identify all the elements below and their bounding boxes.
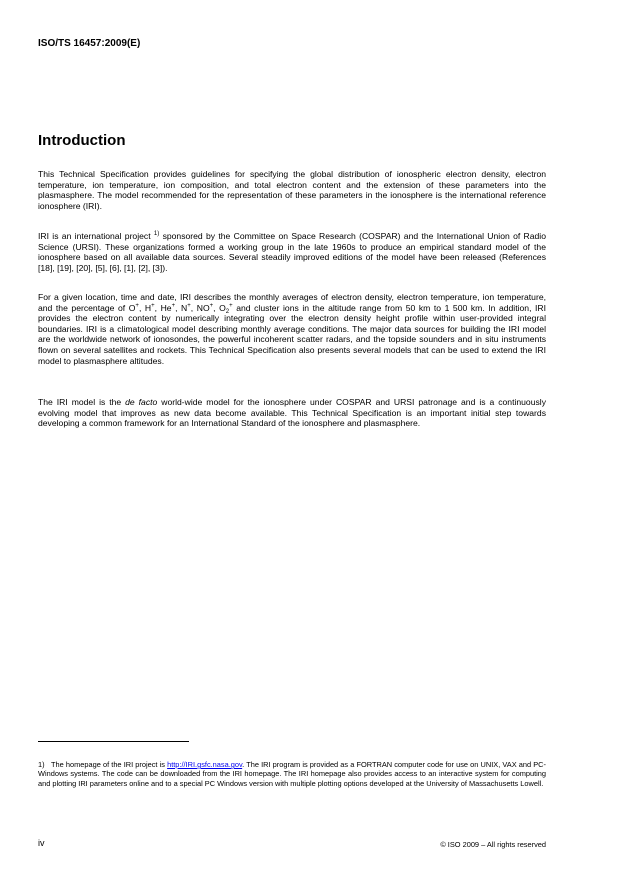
paragraph-scope: This Technical Specification provides guidelines for specifying the global distribution of ionospheric electron density, electron temperature, ion temperature, ion composition, and total electron content and the extension of these parameters into the plasmasphere. The model recommended for the representation of these parameters in the ionosphere is the international reference ionosphere (IRI). [38, 169, 546, 211]
ion-subscript: 2 [225, 308, 230, 315]
p3-text: For a given location, time and date, IRI describes the monthly averages of electron density, electron temperature, ion temperature, and the percentage of O [38, 292, 546, 313]
ion-charge: + [151, 302, 155, 309]
ion-charge: + [135, 302, 139, 309]
p2-text-after: sponsored by the Committee on Space Research (COSPAR) and the International Union of Radio Science (URSI). These organizations formed a working group in the late 1960s to produce an empirical standard model of the ionosphere based on all available data sources. Several steadily improved editions of the model have been released (References [18], [19], [20], [5], [6], [1], [2], [3]). [38, 231, 546, 273]
footnote-ref[interactable]: 1) [153, 231, 160, 237]
iri-homepage-link[interactable]: http://IRI.gsfc.nasa.gov [167, 760, 243, 769]
footnote-divider [38, 741, 189, 742]
footnote-marker: 1) [38, 760, 45, 769]
paragraph-iri-description [38, 292, 546, 366]
p3-text: , He [154, 302, 172, 313]
p4-text: The IRI model is the [38, 397, 126, 407]
p3-text: , NO [190, 302, 210, 313]
p2-text-before: IRI is an international project [38, 231, 151, 241]
paragraph-de-facto [38, 397, 546, 429]
emphasis: de facto [125, 397, 158, 407]
p4-text: world-wide model for the ionosphere under COSPAR and URSI patronage and is a continuously evolving model that improves as new data become available. This Technical Specification is an important initial step towards developing a common framework for an International Standard of the ionosphere and plasmasphere. [38, 397, 546, 429]
footnote-text: The homepage of the IRI project is [51, 760, 168, 769]
p3-text: , N [175, 302, 188, 313]
ion-charge: + [209, 302, 214, 309]
footnote-text: . The IRI program is provided as a FORTRAN computer code for use on UNIX, VAX and PC-Windows systems. The code can be downloaded from the IRI homepage. The IRI homepage also provides access to an interactive system for computing and plotting IRI parameters online and to a special PC Windows version with multiple plotting options developed at the University of Massachusetts Lowell. [38, 760, 546, 788]
copyright-notice: © ISO 2009 – All rights reserved [440, 840, 546, 849]
p3-text: , H [138, 302, 152, 313]
ion-charge: + [171, 302, 176, 309]
p3-text: , O [213, 302, 226, 313]
p3-text: and cluster ions in the altitude range from 50 km to 1 500 km. In addition, IRI provides the electron content by numerically integrating over the electron density height profile within user-provided integral boundaries. IRI is a climatological model describing monthly average conditions. The major data sources for building the IRI model are the worldwide network of ionosondes, the powerful incoherent scatter radars, and the topside sounders and in situ instruments flown on several satellites and rockets. This Technical Specification also presents several models that can be used to extend the IRI model to plasmasphere altitudes. [38, 302, 547, 366]
section-title: Introduction [38, 132, 126, 149]
footnote [38, 760, 546, 788]
ion-charge: + [187, 302, 191, 309]
paragraph-iri-project [38, 231, 546, 273]
page-number: iv [38, 838, 45, 848]
document-id: ISO/TS 16457:2009(E) [38, 38, 141, 49]
ion-charge: + [229, 302, 233, 309]
